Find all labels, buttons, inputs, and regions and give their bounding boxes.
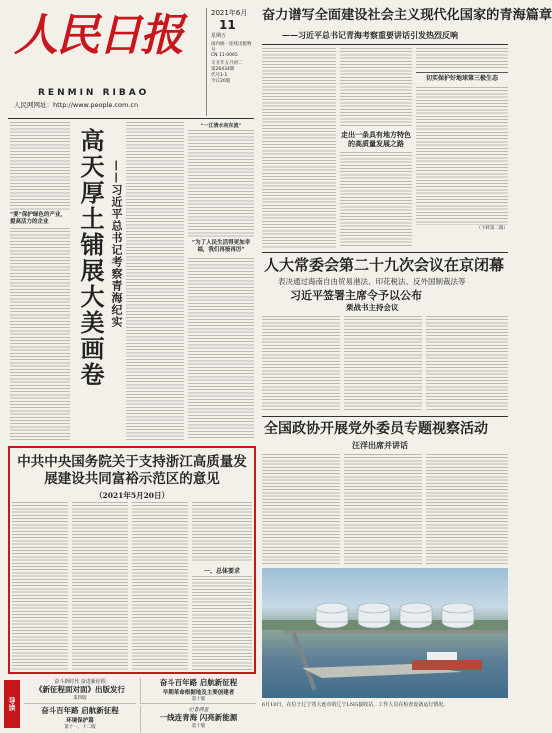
- nav-item-title: 一线连青海 闪亮新能源: [159, 713, 238, 722]
- info-line: 辛丑年五月初二: [211, 61, 243, 66]
- cppcc-body: [344, 454, 422, 564]
- nav-item-page: 第十一、十二版: [64, 725, 96, 730]
- mid-heading: 走出一条具有地方特色的高质量发展之路: [341, 130, 411, 148]
- zhejiang-body: [192, 502, 252, 562]
- cppcc-body: [262, 454, 340, 564]
- top-story-body: [340, 152, 412, 248]
- issue-codes: [211, 41, 254, 58]
- date-block: [206, 8, 254, 116]
- zhejiang-body: [12, 502, 68, 670]
- lng-terminal-photo: [262, 568, 508, 698]
- feature-body: [188, 130, 254, 238]
- npc-body: [262, 316, 340, 412]
- info-line: 代号1-1: [211, 73, 228, 78]
- nav-item-page: 第十版: [191, 697, 206, 702]
- top-story-subhead: ——习近平总书记青海考察重要讲话引发热烈反响: [282, 30, 458, 40]
- feature-title[interactable]: 高天厚土铺展大美画卷: [76, 128, 105, 388]
- photo-illustration: [262, 568, 508, 698]
- npc-subhead-2: 习近平签署主席令予以公布: [290, 289, 422, 302]
- nav-item-pre: 奋斗新时代 奋进新征程: [54, 679, 106, 685]
- environment-box: [416, 72, 508, 248]
- newspaper-logo: 人民日报: [14, 10, 182, 61]
- divider: [262, 252, 508, 253]
- nav-item-pre: 记者调查: [188, 707, 209, 713]
- weekday: 星期五: [211, 33, 227, 39]
- nav-item-sub: 环境保护篇: [66, 718, 94, 724]
- continued-note: （下转第二版）: [476, 226, 508, 231]
- npc-headline[interactable]: 人大常委会第二十九次会议在京闭幕: [264, 256, 505, 274]
- left-heading: “要”保护绿色的产业，提高活力的企业: [10, 212, 66, 225]
- zhejiang-section-label: 一、总体要求: [203, 568, 240, 575]
- zhejiang-body: [132, 502, 188, 670]
- environment-body: [416, 87, 508, 225]
- npc-body: [426, 316, 508, 412]
- cppcc-headline[interactable]: 全国政协开展党外委员专题视察活动: [264, 421, 488, 437]
- top-story-headline[interactable]: 奋力谱写全面建设社会主义现代化国家的青海篇章: [262, 8, 552, 23]
- date-month: 2021年6月: [211, 9, 248, 17]
- left-body: [10, 228, 70, 440]
- zhejiang-headline[interactable]: 中共中央国务院关于支持浙江高质量发展建设共同富裕示范区的意见: [17, 454, 247, 487]
- feature-subheading: “为了人民生活得更加幸福，我们再接再厉”: [191, 240, 251, 253]
- feature-body: [188, 258, 254, 440]
- feature-subheading: “一江清水向东流”: [200, 123, 242, 129]
- zhejiang-date: （2021年5月20日）: [94, 491, 170, 500]
- npc-subhead-3: 栗战书主持会议: [346, 303, 399, 312]
- top-story-body: [262, 48, 336, 248]
- cppcc-subhead: 汪洋出席并讲话: [352, 440, 408, 450]
- nav-item[interactable]: [24, 678, 136, 704]
- top-story-body: [416, 48, 508, 70]
- npc-body: [344, 316, 422, 412]
- top-story-body: [340, 48, 412, 128]
- nav-item[interactable]: [140, 678, 256, 704]
- logo-pinyin: RENMIN RIBAO: [38, 88, 150, 98]
- nav-item[interactable]: [24, 706, 136, 732]
- nav-item-title: 奋斗百年路 启航新征程: [159, 678, 238, 687]
- divider: [8, 118, 254, 119]
- npc-subhead: 表决通过海南自由贸易港法、印花税法、反外国制裁法等: [278, 277, 466, 286]
- nav-item-page: 第四版: [73, 696, 87, 701]
- nav-item[interactable]: [140, 706, 256, 732]
- info-line: 第26434期: [211, 67, 235, 72]
- feature-subtitle: ——习近平总书记考察青海纪实: [110, 160, 123, 328]
- info-line: 今日20版: [211, 79, 231, 84]
- nav-item-title: 《新征程面对面》出版发行: [35, 685, 125, 694]
- zhejiang-body: [192, 576, 252, 670]
- guide-sidebar: [4, 680, 20, 728]
- code-line: 国内统一连续出版物号: [211, 42, 252, 53]
- website-url[interactable]: 人民网网址：http://www.people.com.cn: [14, 101, 139, 109]
- nav-item-title: 奋斗百年路 启航新征程: [41, 706, 119, 715]
- photo-caption: 6月10日，在位于辽宁省大连市的辽宁LNG接收站，工作人员在检查设备运行情况。: [262, 702, 449, 708]
- cppcc-body: [426, 454, 508, 564]
- zhejiang-body: [72, 502, 128, 670]
- environment-title[interactable]: 切实保护好地球第三极生态: [425, 75, 498, 82]
- left-body: [10, 122, 70, 210]
- nav-item-page: 第十版: [191, 724, 206, 729]
- date-day: 11: [219, 18, 236, 32]
- issue-info: [211, 60, 254, 84]
- nav-item-sub: 早期革命根据地及主要创建者: [162, 690, 235, 696]
- guide-label: 导读: [8, 697, 17, 711]
- divider: [262, 416, 508, 417]
- feature-body: [126, 122, 184, 440]
- code-line: CN 11-0065: [211, 53, 238, 58]
- divider: [262, 44, 508, 45]
